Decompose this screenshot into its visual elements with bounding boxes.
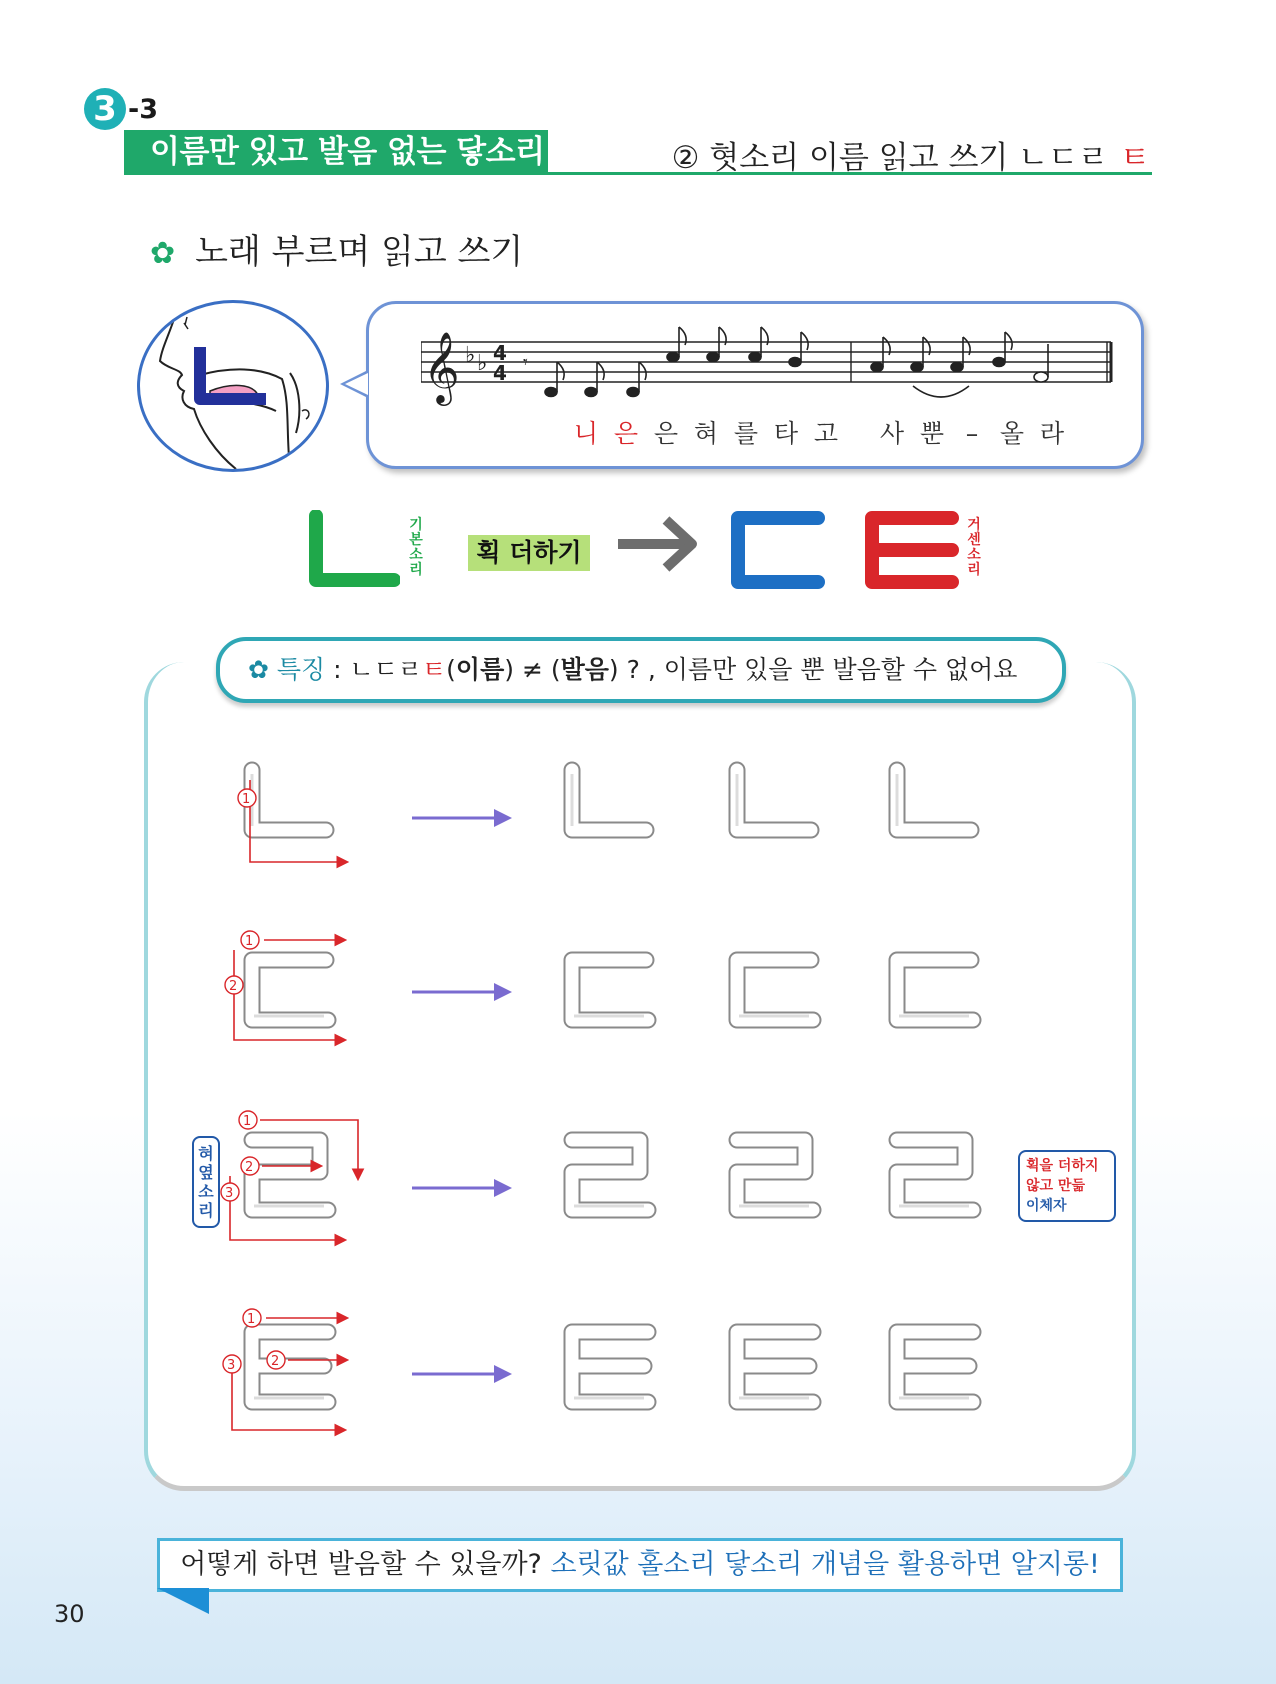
- feature-pronunciation: 발음: [560, 655, 609, 684]
- tongue-position-icon: [140, 303, 326, 469]
- section-title-text: 노래 부르며 읽고 쓰기: [195, 232, 524, 272]
- lyric-syllable: 를: [733, 419, 759, 448]
- lesson-title: 이름만 있고 발음 없는 닿소리: [124, 130, 548, 174]
- lyric-syllable: 사: [879, 419, 905, 448]
- digeut-glyph: [730, 510, 826, 590]
- bottom-hint-box: [157, 1538, 1123, 1592]
- music-staff: [421, 324, 1121, 416]
- lateral-sound-tag: 혀옆소리: [192, 1136, 220, 1228]
- svg-text:𝄾: 𝄾: [523, 352, 528, 373]
- note-line-1: 획을 더하지: [1026, 1158, 1099, 1174]
- strong-sound-label: 거센소리: [967, 517, 981, 578]
- svg-text:2: 2: [229, 979, 238, 994]
- lyric-syllable: 타: [773, 419, 799, 448]
- basic-sound-label: 기본소리: [409, 517, 423, 578]
- lyric-syllable: 뿐: [919, 419, 945, 448]
- unit-number-badge: 3: [84, 88, 126, 130]
- hint-box-tail: [157, 1588, 213, 1616]
- svg-text:2: 2: [271, 1354, 280, 1369]
- flower-icon: ✿: [150, 236, 176, 271]
- feature-box: ✿ 특징 : ㄴㄷㄹㅌ(이름) ≠ (발음) ? , 이름만 있을 뿐 발음할 수 없어요: [216, 637, 1066, 703]
- lyric-syllable: 혀: [693, 419, 719, 448]
- svg-text:♭: ♭: [465, 343, 476, 368]
- lyric-syllable: 라: [1039, 419, 1065, 448]
- lyric-syllable: 은: [653, 419, 679, 448]
- variant-letter-note: [1018, 1150, 1116, 1222]
- svg-text:4: 4: [493, 361, 507, 385]
- practice-row-rieul: [221, 1111, 973, 1240]
- nieun-basic-glyph: [308, 510, 400, 590]
- feature-letters: ㄴㄷㄹ: [349, 655, 422, 684]
- tracing-grid: [170, 740, 1110, 1440]
- practice-row-nieun: [238, 770, 971, 862]
- svg-text:3: 3: [227, 1358, 236, 1373]
- tieut-strong-glyph: [864, 510, 960, 590]
- bubble-tail-inner: [345, 373, 368, 395]
- svg-text:1: 1: [242, 792, 251, 807]
- svg-text:♭: ♭: [477, 351, 488, 376]
- song-lyrics: [566, 414, 1072, 450]
- lyric-syllable: –: [965, 419, 979, 448]
- feature-colon: :: [325, 655, 350, 684]
- svg-text:4: 4: [493, 341, 507, 365]
- svg-text:𝄞: 𝄞: [423, 330, 460, 403]
- svg-text:2: 2: [245, 1160, 254, 1175]
- practice-row-tieut: [223, 1309, 973, 1430]
- lesson-subtitle-red: ㅌ: [1120, 140, 1150, 176]
- lyric-syllable: 고: [813, 419, 839, 448]
- svg-text:1: 1: [245, 934, 254, 949]
- unit-sub-number: -3: [128, 94, 158, 125]
- svg-text:3: 3: [225, 1186, 234, 1201]
- lyric-syllable: 니: [573, 419, 599, 448]
- feature-label: 특징: [276, 655, 326, 684]
- feature-letter-red: ㅌ: [422, 655, 447, 684]
- lesson-subtitle: [672, 132, 1150, 177]
- svg-text:1: 1: [243, 1114, 252, 1129]
- feature-description: ? , 이름만 있을 뿐 발음할 수 없어요: [618, 655, 1018, 684]
- arrow-right-icon: [616, 514, 700, 574]
- hint-answer: 소릿값 홀소리 닿소리 개념을 활용하면 알지롱!: [550, 1549, 1100, 1580]
- add-stroke-label: 획 더하기: [468, 535, 590, 571]
- section-title: [150, 224, 523, 273]
- lyric-syllable: 은: [613, 419, 639, 448]
- page-number: 30: [54, 1600, 85, 1628]
- feature-name: 이름: [455, 655, 505, 684]
- note-line-2: 않고 만듦: [1026, 1178, 1085, 1194]
- note-line-3: 이체자: [1026, 1198, 1067, 1214]
- practice-row-digeut: [225, 931, 973, 1040]
- not-equal-sign: ≠: [514, 655, 551, 684]
- lyric-syllable: 올: [999, 419, 1025, 448]
- mouth-illustration: [137, 300, 329, 472]
- svg-text:1: 1: [247, 1312, 256, 1327]
- lesson-subtitle-text: ② 혓소리 이름 읽고 쓰기 ㄴㄷㄹ: [671, 140, 1109, 176]
- flower-icon: ✿: [248, 655, 269, 684]
- hint-question: 어떻게 하면 발음할 수 있을까?: [180, 1549, 542, 1580]
